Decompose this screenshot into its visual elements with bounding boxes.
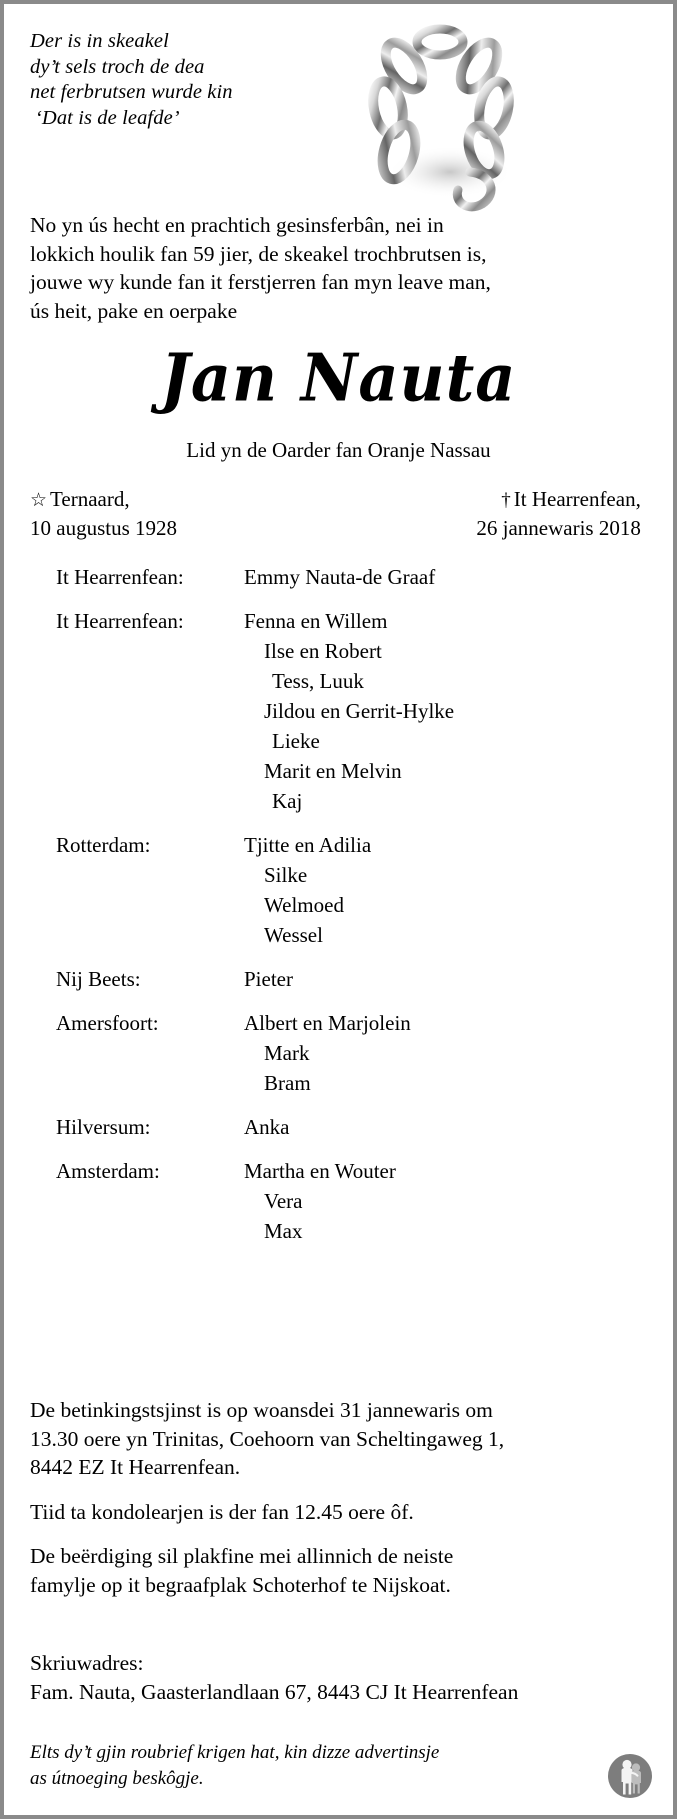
birth-place: Ternaard, (50, 487, 130, 511)
family-name: Wessel (264, 923, 323, 947)
service-p1-line-1: De betinkingstsjinst is op woansdei 31 jannewaris om (30, 1398, 493, 1422)
family-group (4, 1008, 673, 1098)
memorial-poem (30, 29, 360, 131)
footnote-line-2: as útnoeging beskôgje. (30, 1768, 204, 1789)
poem-line-3: net ferbrutsen wurde kin (30, 81, 233, 103)
star-icon: ☆ (30, 490, 48, 511)
poem-line-4: ‘Dat is de leafde’ (35, 106, 180, 129)
funeral-home-logo (603, 1749, 657, 1803)
family-name: Emmy Nauta-de Graaf (244, 565, 436, 589)
deceased-name: Jan Nauta (160, 338, 517, 417)
death-place: It Hearrenfean, (513, 487, 641, 511)
family-names (244, 1156, 673, 1246)
family-name: Bram (264, 1071, 311, 1095)
family-names (244, 606, 673, 816)
family-names (244, 830, 673, 950)
birth-death-row (30, 486, 647, 541)
service-paragraph-2 (30, 1498, 653, 1527)
family-name: Albert en Marjolein (244, 1011, 411, 1035)
family-name: Tjitte en Adilia (244, 833, 372, 857)
service-paragraph-1 (30, 1396, 653, 1482)
family-place: It Hearrenfean: (56, 609, 184, 633)
family-name: Mark (264, 1041, 310, 1065)
family-name: Fenna en Willem (244, 609, 388, 633)
service-p2-line-1: Tiid ta kondolearjen is der fan 12.45 oere ôf. (30, 1499, 414, 1524)
service-p3-line-1: De beërdiging sil plakfine mei allinnich de neiste (30, 1544, 454, 1568)
family-name: Kaj (272, 789, 303, 813)
broken-chain-image (342, 22, 542, 212)
announcement-paragraph (30, 211, 630, 325)
birth-block (30, 486, 339, 541)
birth-line (30, 486, 339, 515)
death-date: 26 jannewaris 2018 (476, 515, 641, 540)
family-place: Hilversum: (56, 1115, 151, 1139)
family-group (4, 830, 673, 950)
intro-line-3: jouwe wy kunde fan it ferstjerren fan myn leave man, (30, 270, 491, 294)
family-name: Martha en Wouter (244, 1159, 396, 1183)
family-name: Tess, Luuk (272, 669, 364, 693)
address-value: Fam. Nauta, Gaasterlandlaan 67, 8443 CJ It Hearrenfean (30, 1679, 519, 1704)
service-p1-line-2: 13.30 oere yn Trinitas, Coehoorn van Scheltingaweg 1, (30, 1426, 505, 1451)
family-place: Nij Beets: (56, 967, 141, 991)
family-name: Pieter (244, 967, 293, 991)
birth-date: 10 augustus 1928 (30, 515, 177, 540)
address-label: Skriuwadres: (30, 1651, 144, 1675)
correspondence-address (30, 1649, 657, 1706)
service-information (30, 1396, 653, 1615)
cross-icon: † (501, 490, 511, 511)
footnote-line-1: Elts dy’t gjin roubrief krigen hat, kin dizze advertinsje (30, 1742, 440, 1763)
intro-line-1: No yn ús hecht en prachtich gesinsferbân, nei in (30, 213, 444, 237)
family-name: Ilse en Robert (264, 639, 382, 663)
family-name: Lieke (272, 729, 320, 753)
family-group (4, 964, 673, 994)
family-group (4, 1156, 673, 1246)
family-names (244, 964, 673, 994)
invitation-footnote (30, 1740, 550, 1792)
family-name: Silke (264, 863, 308, 887)
death-block (339, 486, 641, 541)
family-name: Jildou en Gerrit-Hylke (264, 699, 455, 723)
poem-line-2: dy’t sels troch de dea (30, 55, 205, 78)
family-name: Welmoed (264, 893, 344, 917)
family-names (244, 1008, 673, 1098)
family-names (244, 562, 673, 592)
service-p1-line-3: 8442 EZ It Hearrenfean. (30, 1455, 241, 1479)
family-group (4, 562, 673, 592)
intro-line-2: lokkich houlik fan 59 jier, de skeakel trochbrutsen is, (30, 241, 487, 266)
poem-line-1: Der is in skeakel (30, 30, 169, 52)
family-place: Amersfoort: (56, 1011, 159, 1035)
family-place: Amsterdam: (56, 1159, 160, 1183)
family-group (4, 606, 673, 816)
family-list (4, 562, 673, 1260)
family-place: Rotterdam: (56, 833, 151, 857)
family-name: Marit en Melvin (264, 759, 402, 783)
death-line (339, 486, 641, 515)
notice-inner (4, 4, 673, 1815)
family-name: Max (264, 1219, 303, 1243)
service-p3-line-2: famylje op it begraafplak Schoterhof te Nijskoat. (30, 1572, 451, 1597)
family-name: Vera (264, 1189, 303, 1213)
family-place: It Hearrenfean: (56, 565, 184, 589)
family-name: Anka (244, 1115, 290, 1139)
family-group (4, 1112, 673, 1142)
honour-title: Lid yn de Oarder fan Oranje Nassau (186, 438, 491, 462)
family-names (244, 1112, 673, 1142)
intro-line-4: ús heit, pake en oerpake (30, 298, 238, 323)
service-paragraph-3 (30, 1542, 653, 1599)
